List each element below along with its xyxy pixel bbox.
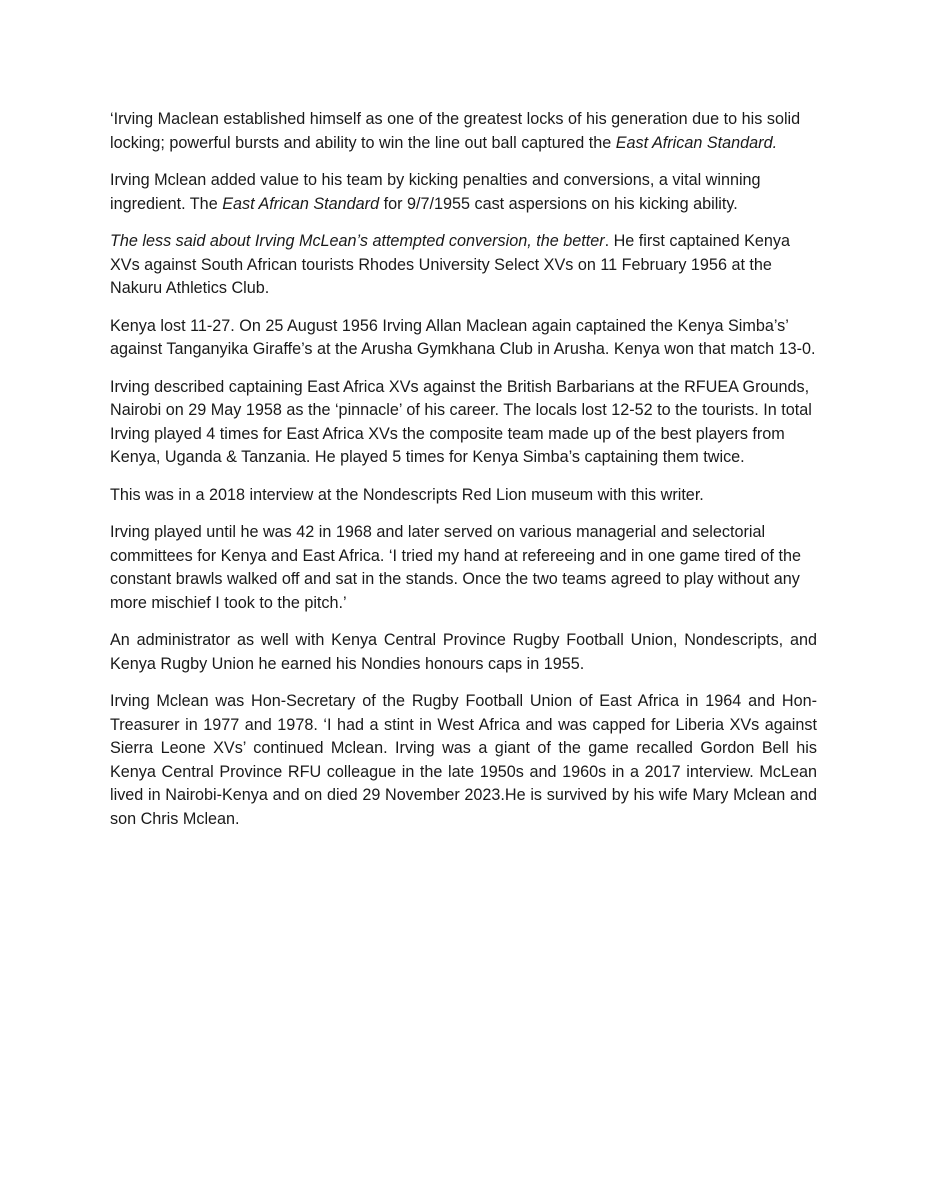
paragraph-6: This was in a 2018 interview at the Nondescripts Red Lion museum with this writer. [110,485,704,504]
paragraph-3-text: . He first captained Kenya XVs against South African tourists Rhodes University Select XVs on 11 February 1956 at the Nakuru Athletics Club. [110,232,790,297]
paragraph-2 [110,169,817,216]
paragraph-8: An administrator as well with Kenya Central Province Rugby Football Union, Nondescripts, and Kenya Rugby Union he earned his Nondies honours caps in 1955. [110,631,817,673]
paragraph-5: Irving described captaining East Africa XVs against the British Barbarians at the RFUEA Grounds, Nairobi on 29 May 1958 as the ‘pinnacle’ of his career. The locals lost 12-52 to the tourists. In total Irving played 4 times for East Africa XVs the composite team made up of the best players from Kenya, Uganda & Tanzania. He played 5 times for Kenya Simba’s captaining them twice. [110,377,812,466]
paragraph-3-italic-quote: The less said about Irving McLean’s attempted conversion, the better [110,232,605,250]
paragraph-4: Kenya lost 11-27. On 25 August 1956 Irving Allan Maclean again captained the Kenya Simba’s’ against Tanganyika Giraffe’s at the Arusha Gymkhana Club in Arusha. Kenya won that match 13-0. [110,316,816,358]
paragraph-3 [110,230,817,301]
paragraph-1-italic-publication: East African Standard. [615,133,778,152]
paragraph-7: Irving played until he was 42 in 1968 and later served on various managerial and selectorial committees for Kenya and East Africa. ‘I tried my hand at refereeing and in one game tired of the constant brawls walked off and sat in the stands. Once the two teams agreed to play without any more mischief I took to the pitch.’ [110,523,802,612]
paragraph-2-text: Irving Mclean added value to his team by kicking penalties and conversions, a vital winning ingredient. The [110,171,761,213]
paragraph-1-text: ‘Irving Maclean established himself as one of the greatest locks of his generation due to his solid locking; powerful bursts and ability to win the line out ball captured the [110,110,801,152]
paragraph-1 [110,108,817,155]
paragraph-2-italic-publication: East African Standard [222,194,380,213]
paragraph-2-tail: for 9/7/1955 cast aspersions on his kicking ability. [379,194,738,213]
document-page [110,108,817,845]
paragraph-9: Irving Mclean was Hon-Secretary of the Rugby Football Union of East Africa in 1964 and Hon-Treasurer in 1977 and 1978. ‘I had a stint in West Africa and was capped for Liberia XVs against Sierra Leone XVs’ continued Mclean. Irving was a giant of the game recalled Gordon Bell his Kenya Central Province RFU colleague in the late 1950s and 1960s in a 2017 interview. McLean lived in Nairobi-Kenya and on died 29 November 2023.He is survived by his wife Mary Mclean and son Chris Mclean. [110,692,817,828]
